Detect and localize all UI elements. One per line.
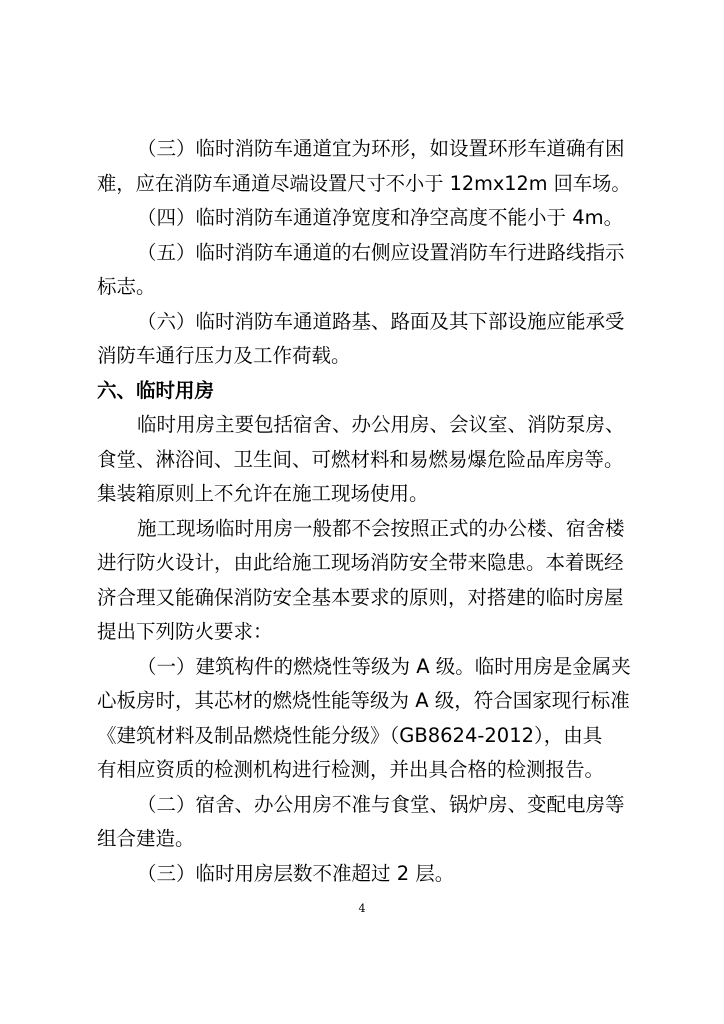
paragraph-line: （四）临时消防车通道净宽度和净空高度不能小于 4m。	[137, 206, 624, 229]
paragraph-line: （三）临时用房层数不准超过 2 层。	[137, 862, 455, 885]
paragraph-line: 消防车通行压力及工作荷载。	[97, 344, 351, 367]
paragraph-line: 进行防火设计，由此给施工现场消防安全带来隐患。本着既经	[97, 551, 624, 574]
paragraph-line: 提出下列防火要求：	[97, 620, 273, 643]
paragraph-line: 《建筑材料及制品燃烧性能分级》（GB8624-2012），由具	[97, 724, 603, 747]
paragraph-line: （三）临时消防车通道宜为环形，如设置环形车道确有困	[137, 137, 625, 160]
paragraph-line: （二）宿舍、办公用房不准与食堂、锅炉房、变配电房等	[137, 793, 625, 816]
paragraph-line: 食堂、淋浴间、卫生间、可燃材料和易燃易爆危险品库房等。	[97, 448, 624, 471]
paragraph-line: 心板房时，其芯材的燃烧性能等级为 A 级，符合国家现行标准	[97, 689, 630, 712]
paragraph-line: 组合建造。	[97, 827, 195, 850]
paragraph-line: 标志。	[97, 275, 156, 298]
paragraph-line: （五）临时消防车通道的右侧应设置消防车行进路线指示	[137, 241, 625, 264]
paragraph-line: 集装箱原则上不允许在施工现场使用。	[97, 482, 429, 505]
paragraph-line: 难，应在消防车通道尽端设置尺寸不小于 12mx12m 回车场。	[97, 172, 631, 195]
page-number: 4	[358, 902, 366, 915]
paragraph-line: 有相应资质的检测机构进行检测，并出具合格的检测报告。	[97, 758, 605, 781]
paragraph-line: 济合理又能确保消防安全基本要求的原则，对搭建的临时房屋	[97, 586, 624, 609]
paragraph-line: 临时用房主要包括宿舍、办公用房、会议室、消防泵房、	[137, 413, 625, 436]
paragraph-line: （六）临时消防车通道路基、路面及其下部设施应能承受	[137, 310, 625, 333]
paragraph-line: 施工现场临时用房一般都不会按照正式的办公楼、宿舍楼	[137, 517, 625, 540]
paragraph-line: （一）建筑构件的燃烧性等级为 A 级。临时用房是金属夹	[137, 655, 631, 678]
section-heading: 六、临时用房	[97, 379, 215, 402]
